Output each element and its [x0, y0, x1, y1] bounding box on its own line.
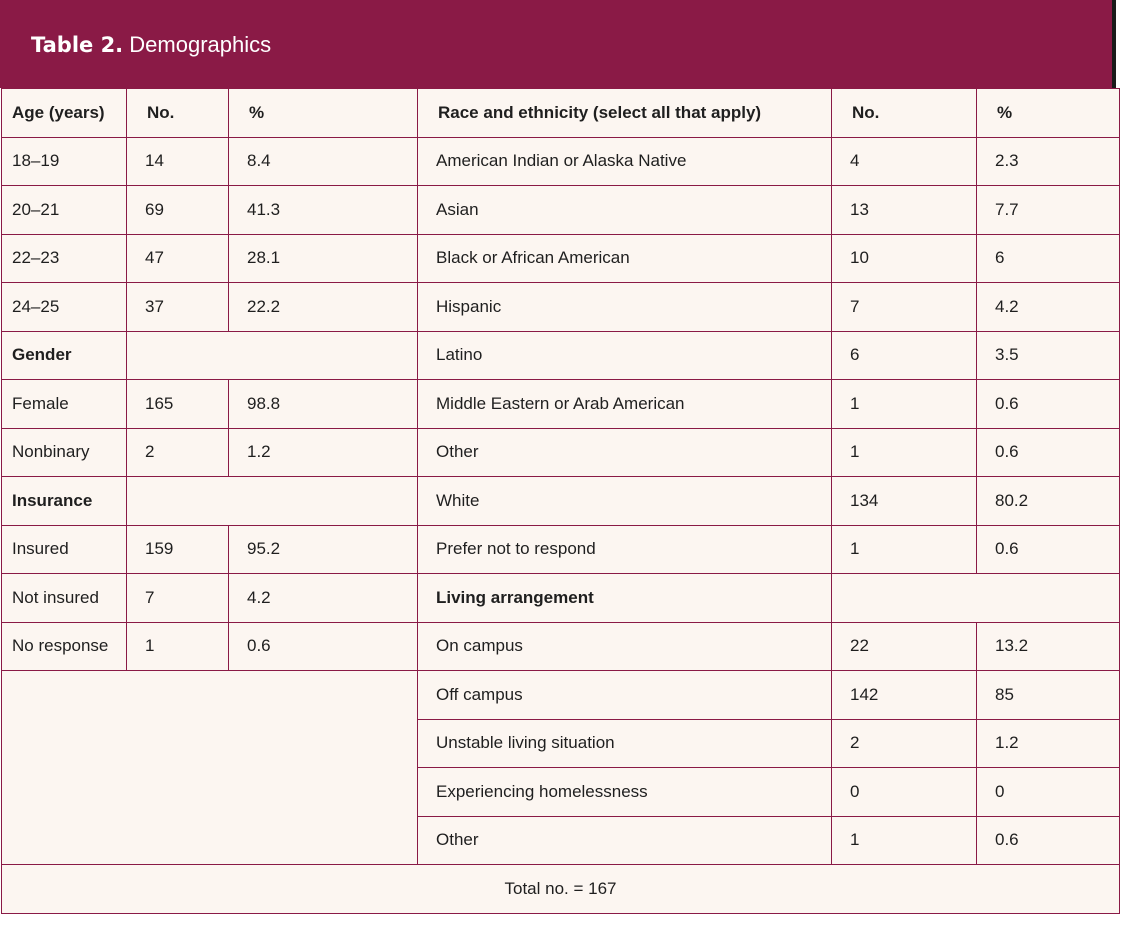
insurance-no: 1 — [127, 622, 229, 671]
table-row — [2, 186, 1120, 235]
living-pct: 1.2 — [977, 719, 1120, 768]
table-row — [2, 477, 1120, 526]
race-pct: 3.5 — [977, 331, 1120, 380]
living-label: Other — [418, 816, 832, 865]
age-label: 24–25 — [2, 283, 127, 332]
insurance-label: Not insured — [2, 574, 127, 623]
race-label: Middle Eastern or Arab American — [418, 380, 832, 429]
living-no: 2 — [832, 719, 977, 768]
race-no: 10 — [832, 234, 977, 283]
age-label: 18–19 — [2, 137, 127, 186]
table-caption: Demographics — [129, 32, 272, 57]
age-no: 69 — [127, 186, 229, 235]
table-number: Table 2. — [31, 33, 124, 57]
insurance-pct: 4.2 — [229, 574, 418, 623]
race-no: 7 — [832, 283, 977, 332]
living-no: 0 — [832, 768, 977, 817]
age-pct: 28.1 — [229, 234, 418, 283]
race-pct: 4.2 — [977, 283, 1120, 332]
age-label: 22–23 — [2, 234, 127, 283]
race-label: Other — [418, 428, 832, 477]
race-no-header: No. — [832, 89, 977, 138]
race-pct: 6 — [977, 234, 1120, 283]
living-label: Off campus — [418, 671, 832, 720]
race-no: 1 — [832, 428, 977, 477]
header-row — [2, 89, 1120, 138]
table-row — [2, 283, 1120, 332]
total-row — [2, 865, 1120, 914]
race-no: 13 — [832, 186, 977, 235]
race-label: Prefer not to respond — [418, 525, 832, 574]
empty-cell — [832, 574, 1120, 623]
race-pct: 80.2 — [977, 477, 1120, 526]
living-no: 142 — [832, 671, 977, 720]
race-label: Asian — [418, 186, 832, 235]
living-pct: 0 — [977, 768, 1120, 817]
living-heading: Living arrangement — [418, 574, 832, 623]
insurance-pct: 0.6 — [229, 622, 418, 671]
race-no: 134 — [832, 477, 977, 526]
race-label: Black or African American — [418, 234, 832, 283]
living-pct: 13.2 — [977, 622, 1120, 671]
race-label: American Indian or Alaska Native — [418, 137, 832, 186]
gender-no: 165 — [127, 380, 229, 429]
empty-cell — [127, 477, 418, 526]
race-no: 4 — [832, 137, 977, 186]
age-pct: 8.4 — [229, 137, 418, 186]
table-row — [2, 380, 1120, 429]
living-label: On campus — [418, 622, 832, 671]
insurance-label: No response — [2, 622, 127, 671]
race-pct-header: % — [977, 89, 1120, 138]
age-pct-header: % — [229, 89, 418, 138]
age-no-header: No. — [127, 89, 229, 138]
gender-pct: 1.2 — [229, 428, 418, 477]
age-no: 14 — [127, 137, 229, 186]
empty-cell — [127, 331, 418, 380]
insurance-heading: Insurance — [2, 477, 127, 526]
race-no: 6 — [832, 331, 977, 380]
insurance-no: 159 — [127, 525, 229, 574]
race-no: 1 — [832, 525, 977, 574]
race-header: Race and ethnicity (select all that apply) — [418, 89, 832, 138]
race-label: Latino — [418, 331, 832, 380]
table-row — [2, 525, 1120, 574]
total-count: Total no. = 167 — [2, 865, 1120, 914]
gender-label: Female — [2, 380, 127, 429]
living-label: Experiencing homelessness — [418, 768, 832, 817]
table-row — [2, 331, 1120, 380]
age-no: 37 — [127, 283, 229, 332]
race-pct: 7.7 — [977, 186, 1120, 235]
gender-heading: Gender — [2, 331, 127, 380]
table-header-bar — [0, 0, 1116, 88]
living-no: 1 — [832, 816, 977, 865]
race-label: Hispanic — [418, 283, 832, 332]
table-row — [2, 137, 1120, 186]
gender-no: 2 — [127, 428, 229, 477]
living-pct: 0.6 — [977, 816, 1120, 865]
gender-label: Nonbinary — [2, 428, 127, 477]
table-row — [2, 622, 1120, 671]
table-row — [2, 671, 1120, 720]
race-pct: 0.6 — [977, 380, 1120, 429]
age-pct: 41.3 — [229, 186, 418, 235]
table-title — [31, 32, 271, 58]
age-no: 47 — [127, 234, 229, 283]
empty-block — [2, 671, 418, 865]
race-pct: 0.6 — [977, 525, 1120, 574]
living-pct: 85 — [977, 671, 1120, 720]
insurance-no: 7 — [127, 574, 229, 623]
race-pct: 0.6 — [977, 428, 1120, 477]
age-header: Age (years) — [2, 89, 127, 138]
race-no: 1 — [832, 380, 977, 429]
table-row — [2, 428, 1120, 477]
living-no: 22 — [832, 622, 977, 671]
table-row — [2, 574, 1120, 623]
demographics-table — [1, 88, 1120, 914]
living-label: Unstable living situation — [418, 719, 832, 768]
gender-pct: 98.8 — [229, 380, 418, 429]
race-label: White — [418, 477, 832, 526]
age-label: 20–21 — [2, 186, 127, 235]
age-pct: 22.2 — [229, 283, 418, 332]
insurance-pct: 95.2 — [229, 525, 418, 574]
race-pct: 2.3 — [977, 137, 1120, 186]
table-row — [2, 234, 1120, 283]
insurance-label: Insured — [2, 525, 127, 574]
